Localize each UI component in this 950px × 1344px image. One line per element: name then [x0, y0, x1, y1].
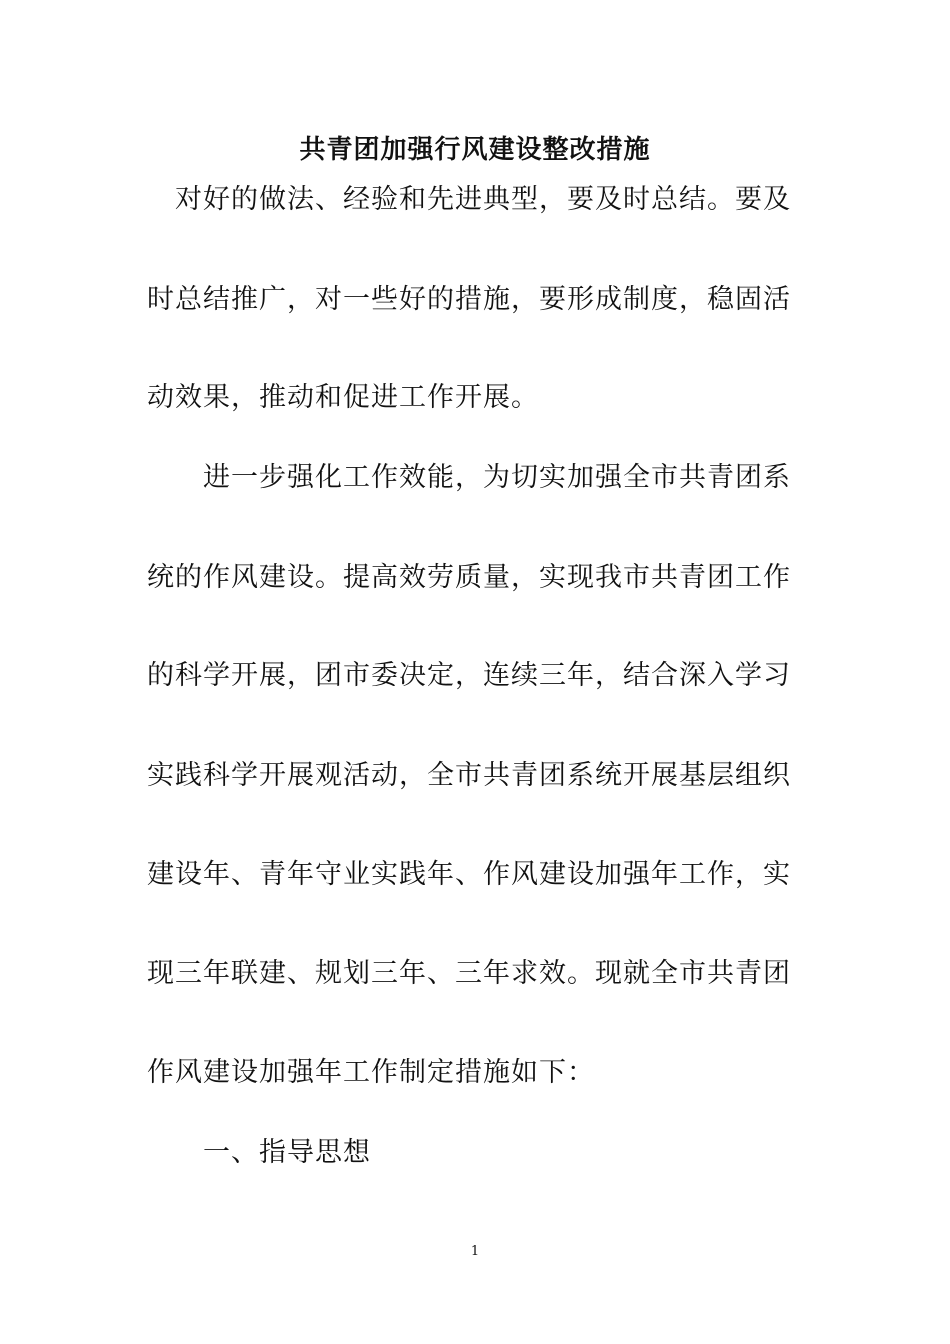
paragraph-line: 建设年、青年守业实践年、作风建设加强年工作，实	[147, 859, 791, 890]
paragraph-line: 实践科学开展观活动，全市共青团系统开展基层组织	[147, 760, 791, 791]
paragraph-line: 动效果，推动和促进工作开展。	[147, 382, 539, 413]
paragraph-line: 进一步强化工作效能，为切实加强全市共青团系	[203, 462, 791, 493]
document-title: 共青团加强行风建设整改措施	[299, 135, 651, 165]
paragraph-line: 对好的做法、经验和先进典型，要及时总结。要及	[175, 184, 791, 215]
page-number: 1	[470, 1244, 480, 1259]
paragraph-line: 作风建设加强年工作制定措施如下：	[147, 1057, 595, 1088]
paragraph-line: 统的作风建设。提高效劳质量，实现我市共青团工作	[147, 562, 791, 593]
section-heading: 一、指导思想	[203, 1137, 371, 1168]
paragraph-line: 的科学开展，团市委决定，连续三年，结合深入学习	[147, 660, 791, 691]
paragraph-line: 时总结推广，对一些好的措施，要形成制度，稳固活	[147, 284, 791, 315]
paragraph-line: 现三年联建、规划三年、三年求效。现就全市共青团	[147, 958, 791, 989]
